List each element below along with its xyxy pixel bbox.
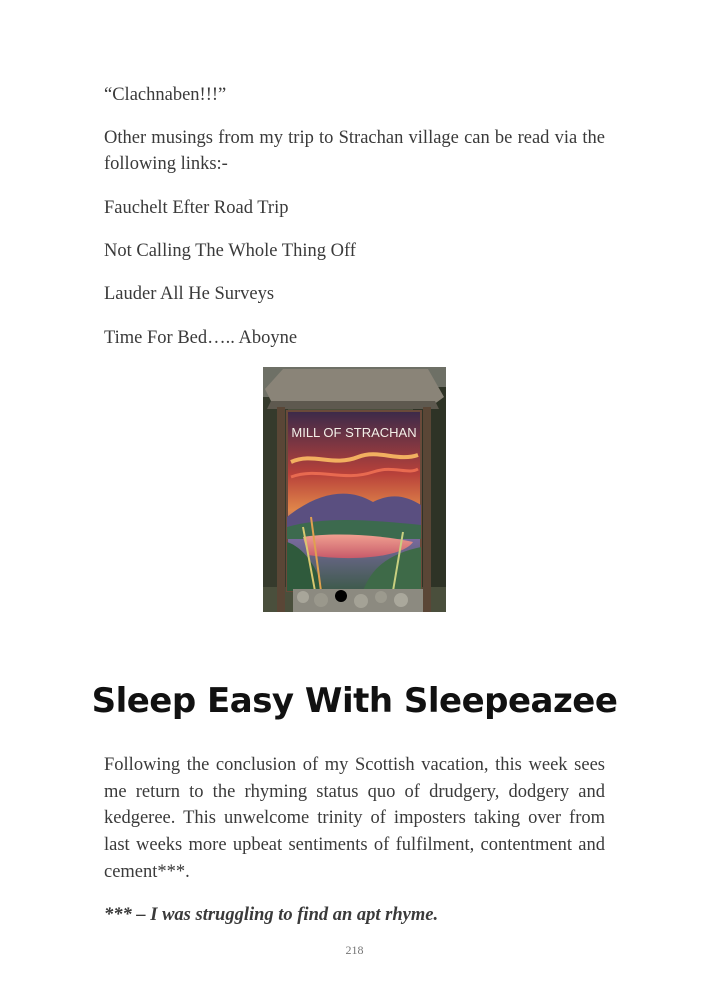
mill-of-strachan-sign-photo xyxy=(263,367,446,612)
footnote: *** – I was struggling to find an apt rhyme. xyxy=(104,905,439,925)
quote-line: “Clachnaben!!!” xyxy=(104,85,227,105)
link-lauder-all-he-surveys[interactable]: Lauder All He Surveys xyxy=(104,284,275,304)
intro-paragraph: Other musings from my trip to Strachan village can be read via the following links:- xyxy=(104,128,605,174)
link-fauchelt-efter-road-trip[interactable]: Fauchelt Efter Road Trip xyxy=(104,198,289,218)
sign-text: MILL OF STRACHAN xyxy=(291,425,417,440)
section-heading: Sleep Easy With Sleepeazee xyxy=(91,681,618,721)
page-number: 218 xyxy=(345,943,364,957)
body-paragraph: Following the conclusion of my Scottish vacation, this week sees me return to the rhyming status quo of drudgery, dodgery and kedgeree. This unwelcome trinity of imposters taking over from last weeks more upbeat sentiments of fulfilment, contentment and cement***. xyxy=(104,755,605,882)
link-not-calling-the-whole-thing-off[interactable]: Not Calling The Whole Thing Off xyxy=(104,241,356,261)
link-time-for-bed-aboyne[interactable]: Time For Bed….. Aboyne xyxy=(104,328,298,348)
